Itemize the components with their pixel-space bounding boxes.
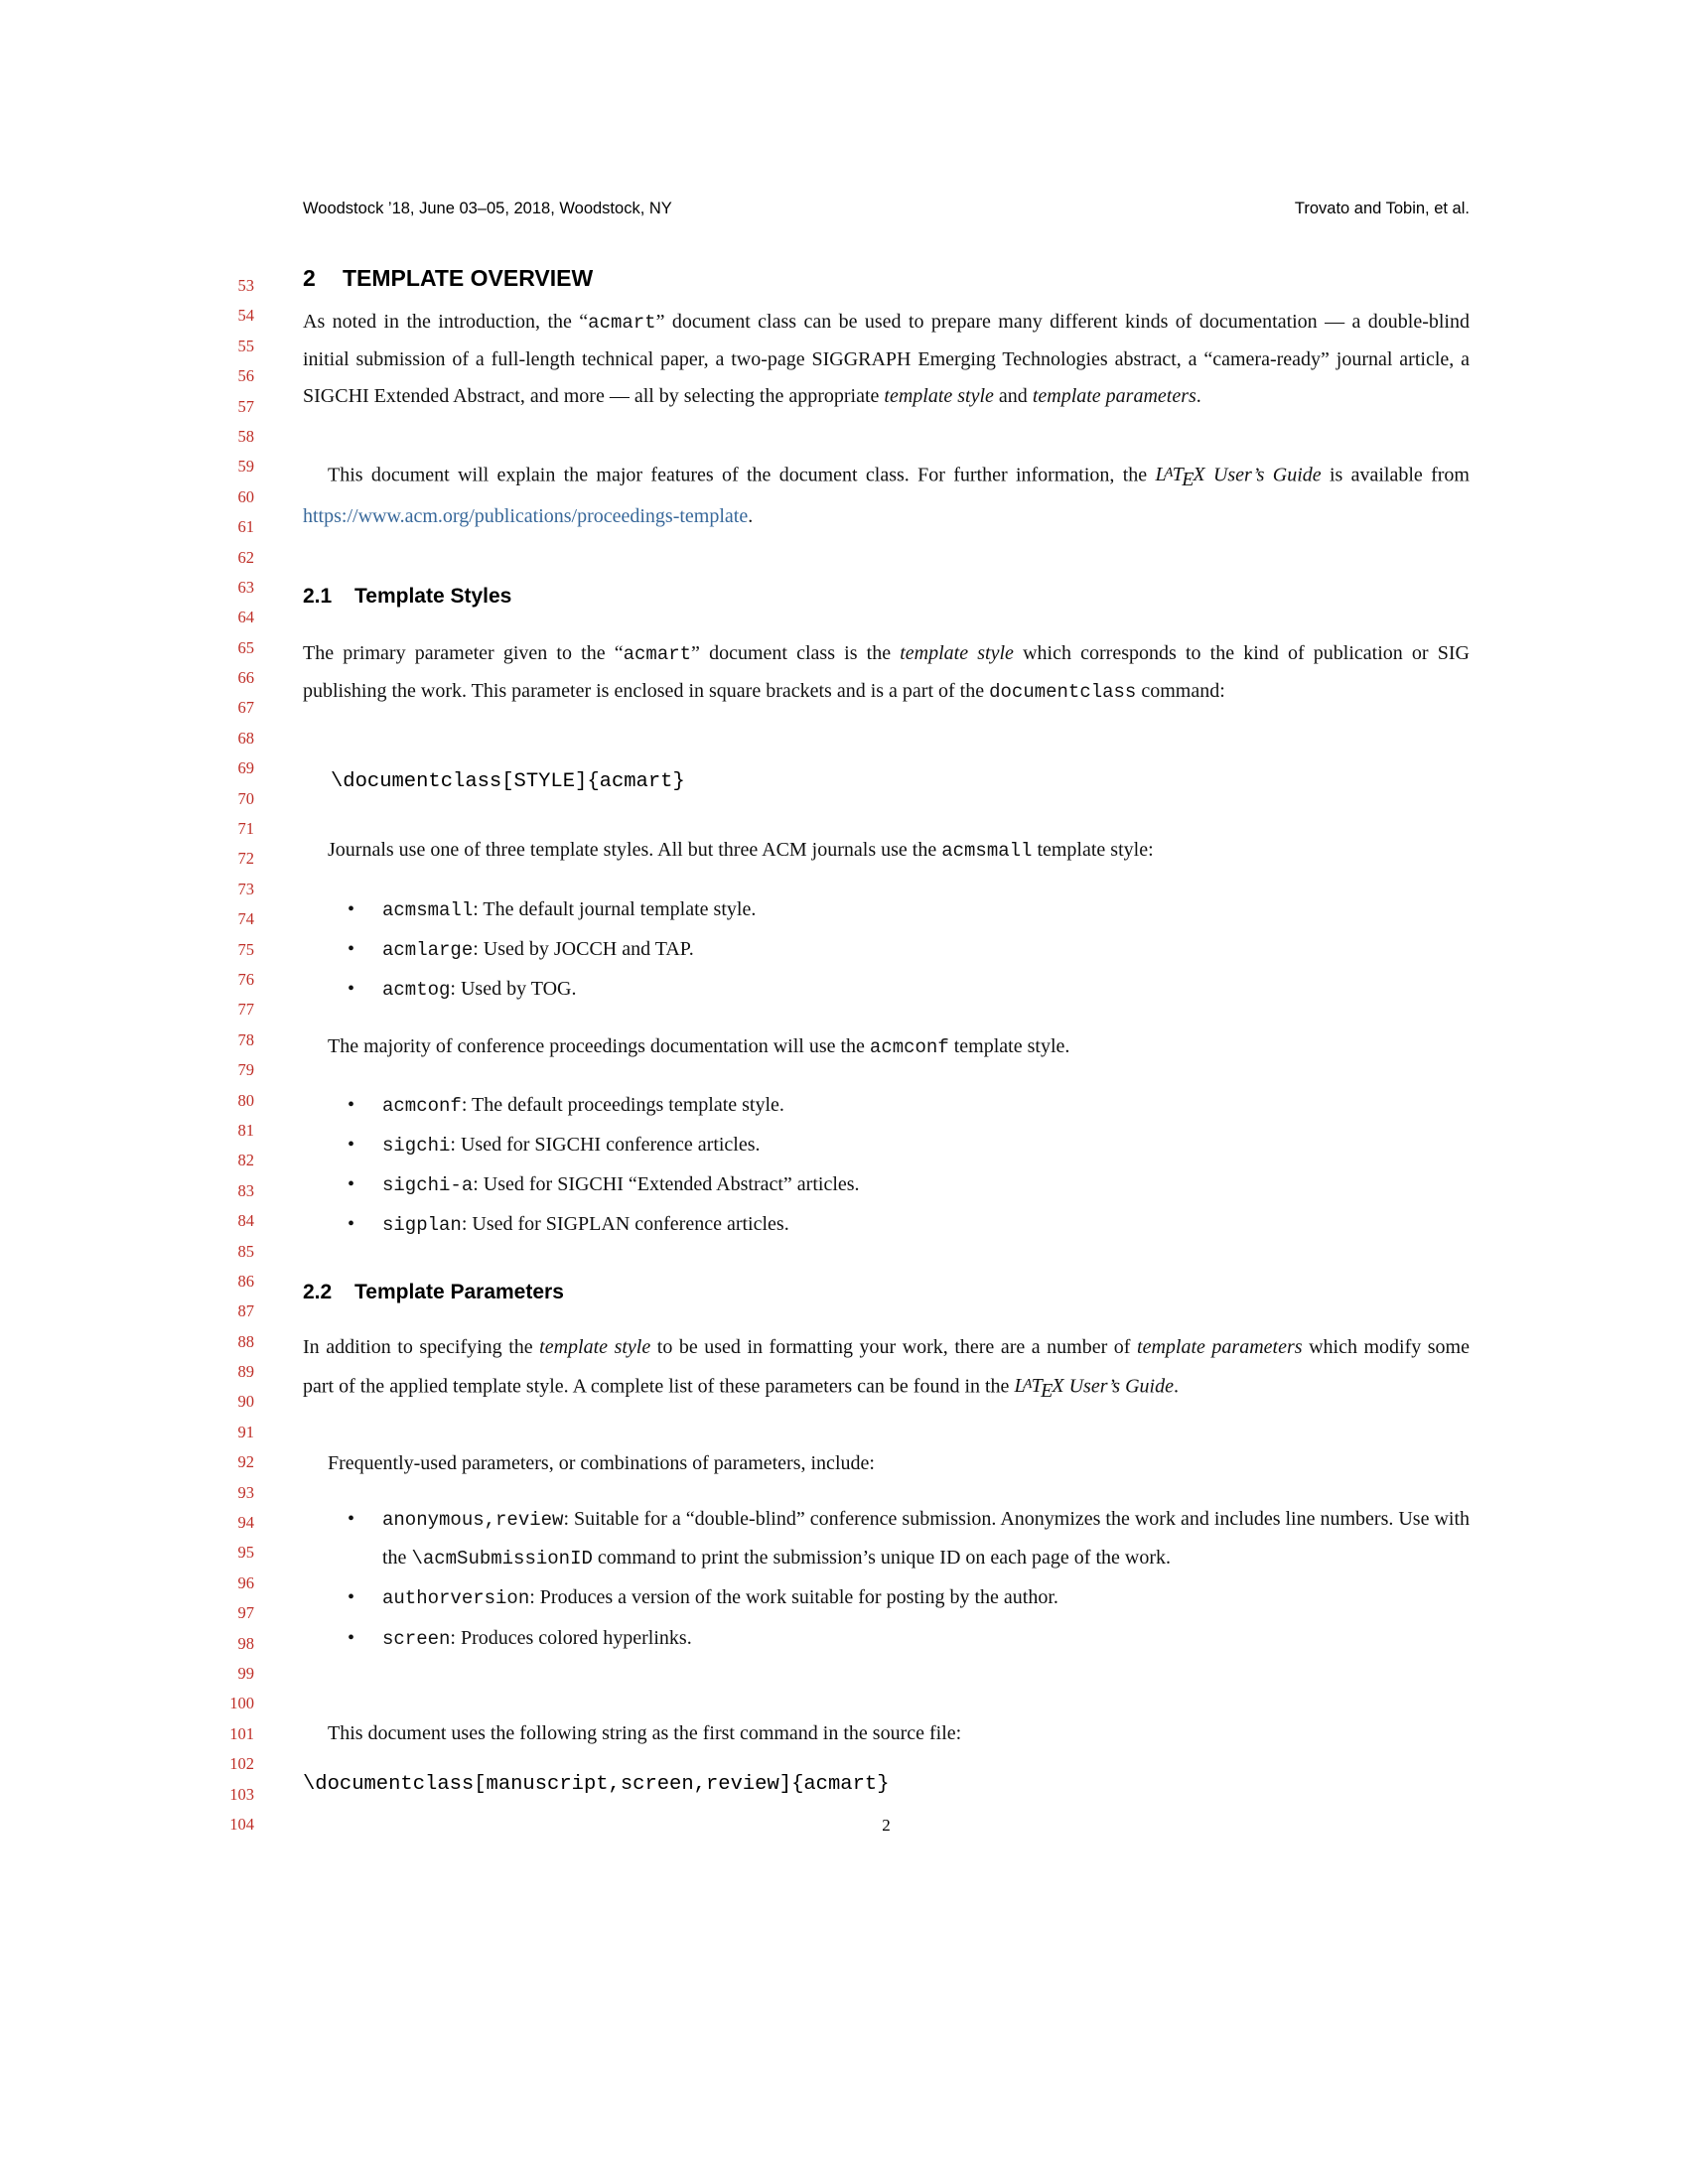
line-number: 69 <box>237 758 254 778</box>
line-number: 104 <box>229 1814 254 1834</box>
text-run: Journals use one of three template styles. All but three ACM journals use the <box>328 839 942 861</box>
conference-template-style-list <box>303 1086 1470 1245</box>
line-number: 59 <box>237 457 254 477</box>
text-run: : The default proceedings template style. <box>461 1094 784 1116</box>
inline-code: authorversion <box>382 1587 530 1609</box>
line-number: 73 <box>237 879 254 898</box>
line-number: 88 <box>237 1331 254 1351</box>
line-number: 98 <box>237 1633 254 1653</box>
italic-text: User’s Guide <box>1204 464 1322 486</box>
list-item-text <box>382 938 694 960</box>
list-item-text <box>382 978 576 1000</box>
text-run: : Used by JOCCH and TAP. <box>473 938 694 960</box>
line-number: 101 <box>229 1723 254 1743</box>
line-number: 87 <box>237 1301 254 1321</box>
bullet-icon: • <box>348 898 355 920</box>
paragraph-intro <box>303 304 1470 415</box>
text-run: is available from <box>1321 464 1470 486</box>
list-item-text <box>382 1586 1058 1608</box>
line-number: 64 <box>237 608 254 627</box>
line-number: 62 <box>237 547 254 567</box>
text-run: : Produces a version of the work suitable for posting by the author. <box>529 1586 1058 1608</box>
inline-code: acmtog <box>382 979 451 1001</box>
text-run: command to print the submission’s unique ID on each page of the work. <box>592 1546 1171 1569</box>
list-item <box>303 1579 1470 1618</box>
inline-code: acmconf <box>382 1095 462 1117</box>
line-number: 102 <box>229 1754 254 1774</box>
subsection-title: Template Styles <box>354 585 512 608</box>
list-item-text <box>382 1094 784 1116</box>
italic-text: template parameters <box>1032 385 1196 407</box>
line-number: 84 <box>237 1211 254 1231</box>
inline-code: acmsmall <box>941 840 1033 862</box>
line-number: 93 <box>237 1482 254 1502</box>
text-run: . <box>1196 385 1201 407</box>
line-number: 92 <box>237 1452 254 1472</box>
paragraph-further-info <box>303 455 1470 535</box>
inline-code: acmart <box>588 312 656 334</box>
bullet-icon: • <box>348 1134 355 1156</box>
line-number: 75 <box>237 939 254 959</box>
header-authors: Trovato and Tobin, et al. <box>1294 200 1470 217</box>
text-run: In addition to specifying the <box>303 1336 540 1358</box>
text-run: Frequently-used parameters, or combinations of parameters, include: <box>328 1452 875 1474</box>
line-number: 60 <box>237 486 254 506</box>
line-number: 55 <box>237 336 254 355</box>
inline-code: sigchi-a <box>382 1174 474 1196</box>
latex-logo: $L^ATEX$ <box>1014 1375 1064 1402</box>
line-number: 89 <box>237 1362 254 1382</box>
line-number: 63 <box>237 577 254 597</box>
text-run: command: <box>1136 680 1225 702</box>
list-item <box>303 1501 1470 1577</box>
list-item-text <box>382 1213 789 1235</box>
inline-code: acmsmall <box>382 899 474 921</box>
line-number: 56 <box>237 366 254 386</box>
line-number: 61 <box>237 517 254 537</box>
line-number: 66 <box>237 668 254 688</box>
line-number: 94 <box>237 1513 254 1533</box>
text-run: : Suitable for a “double-blind” conference submission. Anonymizes the work and includes line numbers. Use with the <box>382 1508 1471 1569</box>
text-run: ” document class can be used to prepare many different kinds of documentation — a double-blind initial submission of a full-length technical paper, a two-page SIGGRAPH Emerging Technologies abstract, a “camera-ready” journal article, a SIGCHI Extended Abstract, and more — all by selecting the appropriate <box>303 311 1470 407</box>
line-number: 91 <box>237 1422 254 1441</box>
line-number: 90 <box>237 1392 254 1412</box>
line-number: 80 <box>237 1090 254 1110</box>
hyperlink[interactable]: https://www.acm.org/publications/proceedings-template <box>303 504 749 527</box>
italic-text: template style <box>900 642 1014 664</box>
section-title: TEMPLATE OVERVIEW <box>343 265 594 291</box>
text-run: The majority of conference proceedings documentation will use the <box>328 1035 870 1057</box>
code-block-documentclass-manuscript: \documentclass[manuscript,screen,review]{acmart} <box>303 1773 890 1796</box>
inline-code: acmconf <box>869 1036 949 1058</box>
line-number: 100 <box>229 1694 254 1713</box>
subsection-title: Template Parameters <box>354 1281 564 1303</box>
parameter-list <box>303 1501 1470 1660</box>
line-number: 86 <box>237 1271 254 1291</box>
list-item-text <box>382 1134 761 1156</box>
list-item <box>303 930 1470 970</box>
bullet-icon: • <box>348 1173 355 1195</box>
latex-logo: $L^ATEX$ <box>1155 464 1205 490</box>
text-run: This document will explain the major features of the document class. For further information, the <box>328 464 1156 486</box>
line-number: 103 <box>229 1784 254 1804</box>
text-run: This document uses the following string as the first command in the source file: <box>328 1722 962 1744</box>
bullet-icon: • <box>348 1094 355 1116</box>
line-number: 53 <box>237 276 254 295</box>
paragraph-source-file <box>303 1715 1470 1752</box>
line-number: 72 <box>237 849 254 869</box>
line-number: 85 <box>237 1241 254 1261</box>
text-run: The primary parameter given to the “ <box>303 642 624 664</box>
line-number: 99 <box>237 1663 254 1683</box>
line-number: 57 <box>237 396 254 416</box>
section-number: 2 <box>303 265 316 291</box>
italic-text: template style <box>539 1336 651 1358</box>
section-heading-template-overview <box>303 265 593 291</box>
subsection-heading-template-styles <box>303 585 511 609</box>
list-item-text <box>382 1508 1470 1569</box>
list-item <box>303 1165 1470 1205</box>
journal-template-style-list <box>303 890 1470 1010</box>
text-run: . <box>1173 1375 1179 1398</box>
text-run: As noted in the introduction, the “ <box>303 311 589 333</box>
list-item <box>303 890 1470 930</box>
text-run: : The default journal template style. <box>473 898 757 920</box>
paragraph-frequently-used <box>303 1445 1470 1482</box>
line-number: 71 <box>237 819 254 839</box>
paragraph-journals <box>303 832 1470 870</box>
list-item-text <box>382 898 756 920</box>
text-run: ” document class is the <box>691 642 901 664</box>
inline-code: documentclass <box>989 681 1137 703</box>
text-run: : Used for SIGPLAN conference articles. <box>461 1213 789 1235</box>
inline-code: screen <box>382 1627 451 1650</box>
text-run: : Produces colored hyperlinks. <box>450 1626 692 1649</box>
bullet-icon: • <box>348 1213 355 1235</box>
text-run: . <box>748 504 754 527</box>
line-number: 74 <box>237 909 254 929</box>
list-item <box>303 1126 1470 1165</box>
subsection-number: 2.1 <box>303 585 333 608</box>
inline-code: sigplan <box>382 1214 462 1236</box>
text-run: template style: <box>1032 839 1154 861</box>
line-number: 83 <box>237 1180 254 1200</box>
running-header <box>303 200 1470 218</box>
text-run: : Used for SIGCHI “Extended Abstract” articles. <box>473 1173 860 1195</box>
text-run: to be used in formatting your work, there are a number of <box>650 1336 1138 1358</box>
line-number: 79 <box>237 1060 254 1080</box>
line-number: 58 <box>237 426 254 446</box>
inline-code: acmlarge <box>382 939 474 961</box>
subsection-heading-template-parameters <box>303 1281 564 1304</box>
line-number: 70 <box>237 788 254 808</box>
text-run: : Used for SIGCHI conference articles. <box>450 1134 761 1156</box>
line-number: 78 <box>237 1029 254 1049</box>
line-number: 82 <box>237 1151 254 1170</box>
line-number: 97 <box>237 1603 254 1623</box>
list-item <box>303 1086 1470 1126</box>
inline-code: acmart <box>623 643 692 665</box>
paragraph-conference-majority <box>303 1028 1470 1066</box>
inline-code: anonymous,review <box>382 1509 564 1531</box>
italic-text: template style <box>884 385 994 407</box>
line-number: 68 <box>237 728 254 748</box>
list-item <box>303 970 1470 1010</box>
line-number: 95 <box>237 1543 254 1563</box>
list-item-text <box>382 1627 692 1649</box>
text-run: which modify some part of the applied template style. A complete list of these parameters can be found in the <box>303 1336 1470 1398</box>
paragraph-primary-parameter <box>303 635 1470 711</box>
header-conference-info: Woodstock ’18, June 03–05, 2018, Woodstock, NY <box>303 200 672 217</box>
line-number: 67 <box>237 698 254 718</box>
subsection-number: 2.2 <box>303 1281 333 1303</box>
list-item <box>303 1205 1470 1245</box>
bullet-icon: • <box>348 938 355 960</box>
text-run: which corresponds to the kind of publication or SIG publishing the work. This parameter is enclosed in square brackets and is a part of the <box>303 642 1470 702</box>
code-block-documentclass-style: \documentclass[STYLE]{acmart} <box>331 770 685 793</box>
list-item <box>303 1620 1470 1659</box>
bullet-icon: • <box>348 978 355 1000</box>
line-number: 54 <box>237 306 254 326</box>
text-run: template style. <box>948 1035 1070 1057</box>
bullet-icon: • <box>348 1626 355 1649</box>
bullet-icon: • <box>348 1508 355 1530</box>
text-run: and <box>993 385 1033 407</box>
inline-code: \acmSubmissionID <box>411 1547 593 1570</box>
paragraph-template-parameters <box>303 1329 1470 1410</box>
line-number: 81 <box>237 1120 254 1140</box>
italic-text: template parameters <box>1137 1336 1303 1358</box>
list-item-text <box>382 1173 860 1195</box>
text-run: : Used by TOG. <box>450 978 577 1000</box>
line-number: 76 <box>237 969 254 989</box>
line-number: 77 <box>237 1000 254 1020</box>
line-number-column <box>169 271 254 1840</box>
italic-text: User’s Guide <box>1063 1375 1174 1398</box>
line-number: 96 <box>237 1572 254 1592</box>
inline-code: sigchi <box>382 1135 451 1157</box>
page-number: 2 <box>882 1816 891 1835</box>
line-number: 65 <box>237 637 254 657</box>
bullet-icon: • <box>348 1586 355 1608</box>
